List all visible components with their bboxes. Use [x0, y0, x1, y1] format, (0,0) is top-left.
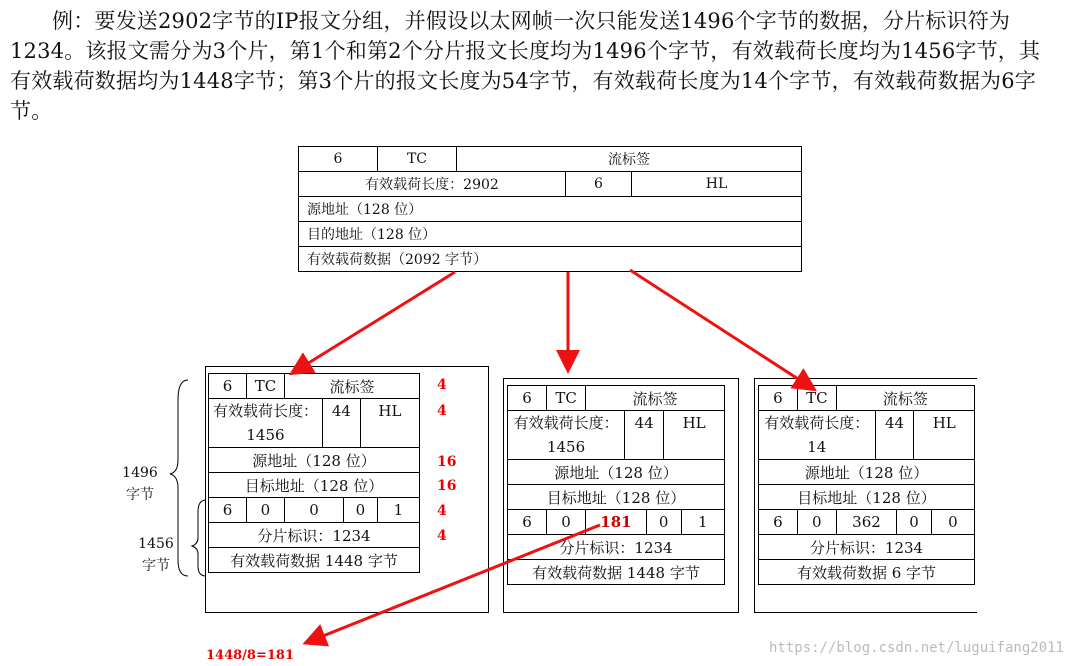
- frag-next-header-cell: 6: [209, 498, 247, 523]
- destination-address-cell: 目标地址（128 位）: [508, 485, 725, 510]
- arrow-to-fragment-1: [294, 272, 455, 372]
- payload-data-cell: 有效载荷数据 1448 字节: [508, 560, 725, 585]
- source-address-cell: 源地址（128 位）: [508, 460, 725, 485]
- next-header-cell: 44: [322, 399, 360, 448]
- destination-address-cell: 目的地址（128 位）: [299, 222, 802, 247]
- payload-length-cell: 有效载荷长度：2902: [299, 172, 566, 197]
- frag-reserved-cell: 0: [246, 498, 284, 523]
- frag-offset-cell: 362: [836, 510, 896, 535]
- byte-size-label: 4: [437, 503, 447, 519]
- arrow-to-fragment-3: [630, 270, 812, 388]
- hop-limit-cell: HL: [632, 172, 802, 197]
- fragment-id-cell: 分片标识：1234: [209, 523, 420, 548]
- version-cell: 6: [299, 147, 378, 172]
- payload-data-cell: 有效载荷数据 6 字节: [759, 560, 975, 585]
- tc-cell: TC: [547, 386, 586, 411]
- tc-cell: TC: [378, 147, 457, 172]
- source-address-cell: 源地址（128 位）: [209, 448, 420, 473]
- brace-label-1456: 1456 字节: [138, 536, 174, 574]
- frag-res-cell: 0: [344, 498, 378, 523]
- version-cell: 6: [209, 374, 247, 399]
- payload-length-cell: 有效载荷长度：1456: [209, 399, 323, 448]
- payload-length-cell: 有效载荷长度：14: [759, 411, 876, 460]
- fragment-id-cell: 分片标识：1234: [508, 535, 725, 560]
- brace-label-1496: 1496 字节: [122, 465, 158, 503]
- flow-label-cell: 流标签: [284, 374, 419, 399]
- calc-label: 1448/8=181: [206, 648, 295, 663]
- next-header-cell: 44: [875, 411, 914, 460]
- frag-next-header-cell: 6: [508, 510, 547, 535]
- flow-label-cell: 流标签: [836, 386, 974, 411]
- destination-address-cell: 目标地址（128 位）: [759, 485, 975, 510]
- byte-size-label: 16: [437, 478, 457, 494]
- frag-offset-cell: 0: [284, 498, 343, 523]
- frag-m-flag-cell: 1: [681, 510, 724, 535]
- frag-reserved-cell: 0: [797, 510, 836, 535]
- flow-label-cell: 流标签: [586, 386, 725, 411]
- payload-data-cell: 有效载荷数据（2092 字节）: [299, 247, 802, 272]
- frag-res-cell: 0: [897, 510, 932, 535]
- watermark: https://blog.csdn.net/luguifang2011: [768, 640, 1064, 656]
- frag-m-flag-cell: 0: [931, 510, 974, 535]
- frag-next-header-cell: 6: [759, 510, 798, 535]
- payload-length-cell: 有效载荷长度：1456: [508, 411, 625, 460]
- flow-label-cell: 流标签: [457, 147, 802, 172]
- byte-size-label: 16: [437, 454, 457, 470]
- frag-m-flag-cell: 1: [377, 498, 419, 523]
- intro-paragraph: 例：要发送2902字节的IP报文分组，并假设以太网帧一次只能发送1496个字节的数据，分片标识符为1234。该报文需分为3个片，第1个和第2个分片报文长度均为1496个字节，有效载荷长度均为1456字节，其有效载荷数据均为1448字节；第3个片的报文长度为54字节，有效载荷长度为14个字节，有效载荷数据为6字节。: [10, 9, 1041, 123]
- source-address-cell: 源地址（128 位）: [759, 460, 975, 485]
- version-cell: 6: [759, 386, 798, 411]
- tc-cell: TC: [797, 386, 836, 411]
- hop-limit-cell: HL: [360, 399, 419, 448]
- tc-cell: TC: [246, 374, 284, 399]
- payload-data-cell: 有效载荷数据 1448 字节: [209, 548, 420, 573]
- byte-size-label: 4: [437, 403, 447, 419]
- byte-size-label: 4: [437, 528, 447, 544]
- next-header-cell: 44: [625, 411, 664, 460]
- hop-limit-cell: HL: [914, 411, 975, 460]
- frag-offset-cell: 181: [586, 510, 647, 535]
- frag-res-cell: 0: [646, 510, 681, 535]
- brace-1456-icon: [192, 500, 206, 576]
- arrow-to-calc: [308, 525, 600, 642]
- brace-1496-icon: [170, 380, 188, 576]
- frag-reserved-cell: 0: [547, 510, 586, 535]
- destination-address-cell: 目标地址（128 位）: [209, 473, 420, 498]
- source-address-cell: 源地址（128 位）: [299, 197, 802, 222]
- hop-limit-cell: HL: [664, 411, 725, 460]
- byte-size-label: 4: [437, 377, 447, 393]
- version-cell: 6: [508, 386, 547, 411]
- next-header-cell: 6: [566, 172, 632, 197]
- fragment-id-cell: 分片标识：1234: [759, 535, 975, 560]
